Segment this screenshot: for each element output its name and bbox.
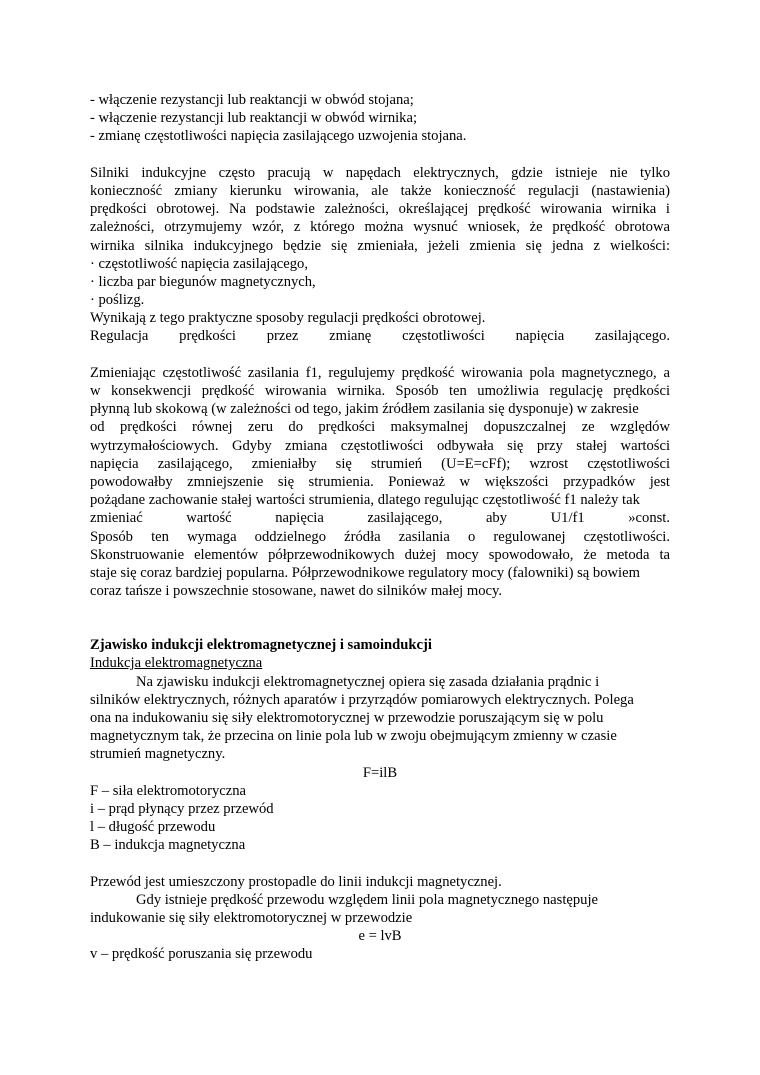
list-item: · liczba par biegunów magnetycznych, xyxy=(90,273,316,290)
text-line: Sposób ten wymaga oddzielnego źródła zasilania o regulowanej częstotliwości. xyxy=(90,528,670,545)
paragraph-frequency-regulation xyxy=(90,364,670,600)
list-item: - włączenie rezystancji lub reaktancji w obwód wirnika; xyxy=(90,110,418,127)
text-line: magnetycznym tak, że przecina on linie pola lub w zwoju obejmującym zmienny w czasie xyxy=(90,728,617,745)
text-line: ona na indukowaniu się siły elektromotorycznej w przewodzie poruszającym się w polu xyxy=(90,710,604,727)
regulation-heading: Regulacja prędkości przez zmianę częstotliwości napięcia zasilającego. xyxy=(90,328,670,345)
definition-item: l – długość przewodu xyxy=(90,819,216,836)
definition-item: v – prędkość poruszania się przewodu xyxy=(90,946,313,963)
list-item: · częstotliwość napięcia zasilającego, xyxy=(90,255,308,272)
text-line: od prędkości równej zeru do prędkości maksymalnej dopuszczalnej ze względów xyxy=(90,419,670,436)
text-line: powodowałby zmniejszenie się strumienia. Ponieważ w większości przypadków jest xyxy=(90,473,670,490)
list-stator-methods xyxy=(90,91,670,146)
text-line: konieczność zmiany kierunku wirowania, ale także konieczność regulacji (nastawienia) xyxy=(90,182,670,199)
text-line: płynną lub skokową (w zależności od tego, jakim źródłem zasilania się dysponuje) w zakresie xyxy=(90,401,639,418)
list-item: · poślizg. xyxy=(90,292,145,309)
text-line: zależności, otrzymujemy wzór, z którego można wysnuć wniosek, że prędkość obrotowa xyxy=(90,219,670,236)
text-line: pożądane zachowanie stałej wartości strumienia, dlatego regulując częstotliwość f1 należy tak xyxy=(90,492,640,509)
list-item: - włączenie rezystancji lub reaktancji w obwód stojana; xyxy=(90,92,414,108)
definitions-list xyxy=(90,782,670,855)
text-line: Silniki indukcyjne często pracują w napędach elektrycznych, gdzie istnieje nie tylko xyxy=(90,164,670,181)
text-line: staje się coraz bardziej popularna. Półprzewodnikowe regulatory mocy (falowniki) są bowiem xyxy=(90,564,640,581)
document-page xyxy=(90,91,670,964)
text-line: strumień magnetyczny. xyxy=(90,746,226,763)
conclusion-text: Wynikają z tego praktyczne sposoby regulacji prędkości obrotowej. xyxy=(90,310,486,327)
text-line: prędkości obrotowej. Na podstawie zależności, określającej prędkość wirowania wirnika i xyxy=(90,201,670,218)
text-line: Na zjawisku indukcji elektromagnetycznej opiera się zasada działania prądnic i xyxy=(136,673,600,690)
definition-item: F – siła elektromotoryczna xyxy=(90,782,247,799)
section-title: Zjawisko indukcji elektromagnetycznej i samoindukcji xyxy=(90,637,432,654)
definition-item: i – prąd płynący przez przewód xyxy=(90,800,274,817)
paragraph-induction-motors xyxy=(90,164,670,346)
text-line: silników elektrycznych, różnych aparatów i przyrządów pomiarowych elektrycznych. Polega xyxy=(90,691,634,708)
formula-emf: e = lvB xyxy=(358,928,402,945)
text-line: Skonstruowanie elementów półprzewodnikowych dużej mocy spowodowało, że metoda ta xyxy=(90,546,670,563)
text-line: Gdy istnieje prędkość przewodu względem linii pola magnetycznego następuje xyxy=(136,891,598,908)
text-line: coraz tańsze i powszechnie stosowane, nawet do silników małej mocy. xyxy=(90,583,503,600)
text-line: zmieniać wartość napięcia zasilającego, aby U1/f1 »const. xyxy=(90,510,670,527)
text-line: Zmieniając częstotliwość zasilania f1, regulujemy prędkość wirowania pola magnetycznego, a xyxy=(90,364,670,381)
text-line: w konsekwencji prędkość wirowania wirnika. Sposób ten umożliwia regulację prędkości xyxy=(90,383,670,399)
list-item: - zmianę częstotliwości napięcia zasilającego uzwojenia stojana. xyxy=(90,128,467,145)
text-line: wirnika silnika indukcyjnego będzie się zmieniała, jeżeli zmienia się jedna z wielkości: xyxy=(90,237,670,254)
text-line: indukowanie się siły elektromotorycznej w przewodzie xyxy=(90,910,413,927)
definition-item: B – indukcja magnetyczna xyxy=(90,837,246,854)
text-line: napięcia zasilającego, zmieniałby się strumień (U=E=cFf); wzrost częstotliwości xyxy=(90,455,670,472)
paragraph-electromagnetic-induction xyxy=(90,673,670,764)
text-line: Przewód jest umieszczony prostopadle do linii indukcji magnetycznej. xyxy=(90,873,502,890)
formula-force: F=ilB xyxy=(362,764,398,781)
subsection-title: Indukcja elektromagnetyczna xyxy=(90,655,263,672)
text-line: wytrzymałościowych. Gdyby zmiana częstotliwości odbywała się przy stałej wartości xyxy=(90,437,670,454)
